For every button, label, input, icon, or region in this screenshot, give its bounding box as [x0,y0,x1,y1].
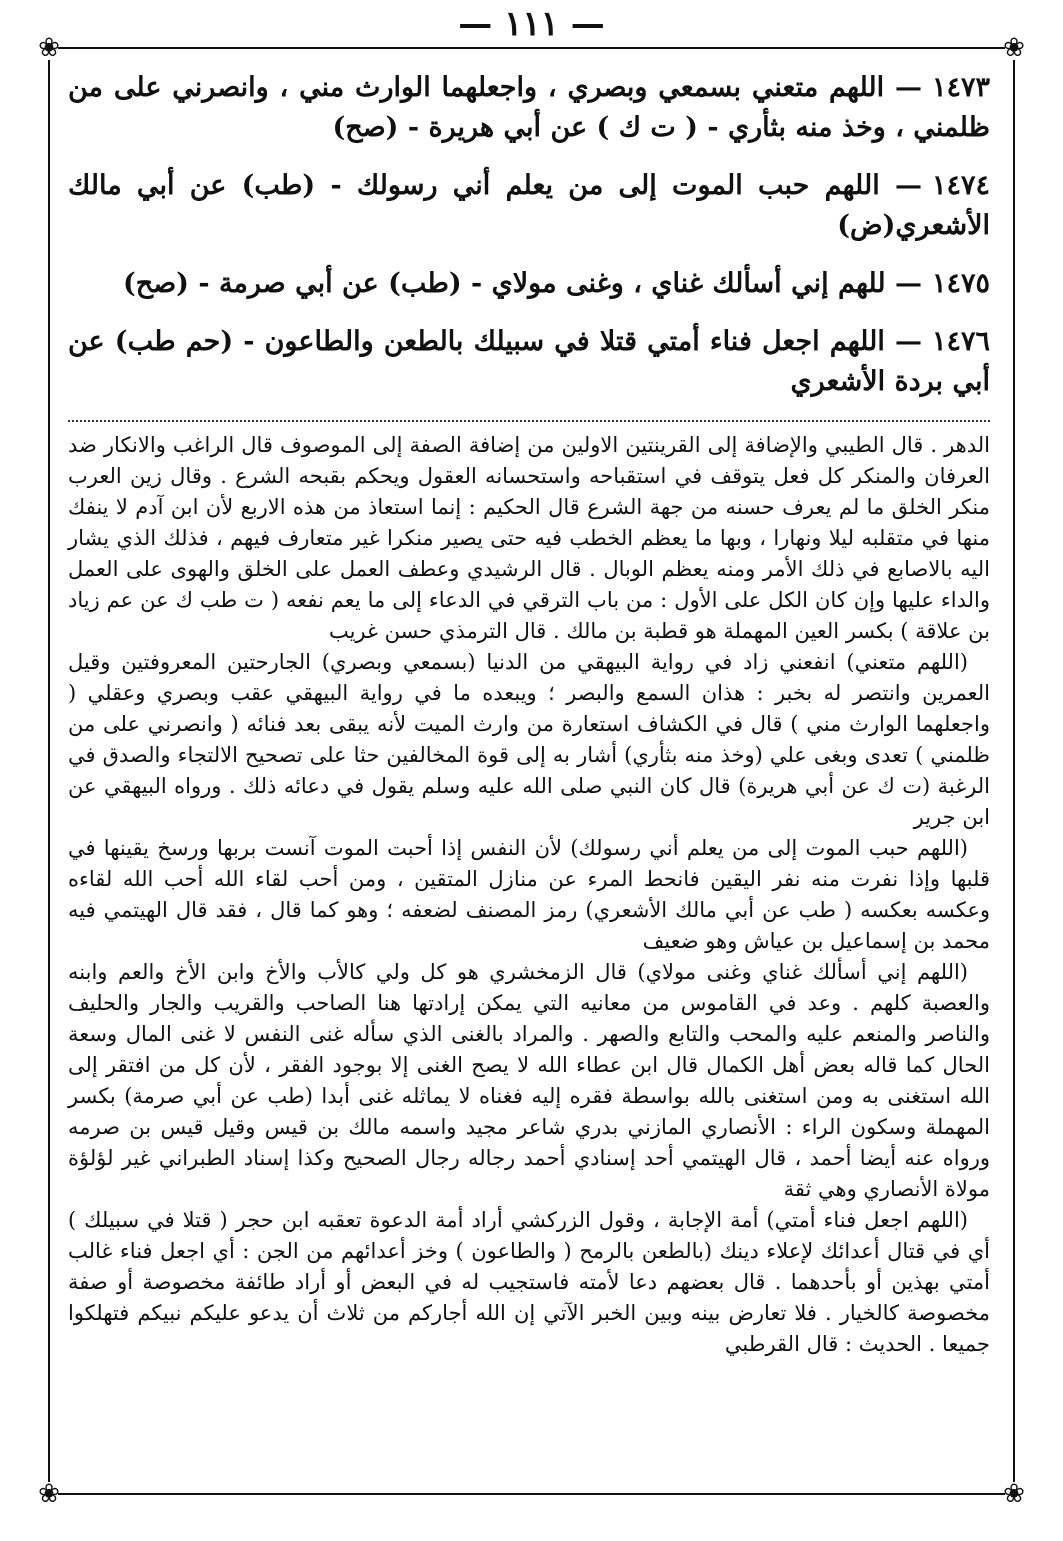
commentary-paragraph: (اللهم حبب الموت إلى من يعلم أني رسولك) لأن النفس إذا أحبت الموت آنست بربها ورسخ يقينها في قلبها وإذا نفرت منه نفر اليقين فانحط المرء عن منازل المتقين ، ومن أحب لقاء الله أحب الله لقاءه وعكسه بعكسه ( طب عن أبي مالك الأشعري) رمز المصنف لضعفه ؛ وهو كما قال ، فقد قال الهيتمي فيه محمد بن إسماعيل بن عياش وهو ضعيف [68,836,990,953]
dotted-divider [68,420,990,422]
commentary-paragraph: (اللهم إني أسألك غناي وغنى مولاي) قال الزمخشري هو كل ولي كالأب والأخ وابن الأخ والعم وابنه والعصبة كلهم . وعد في القاموس من معانيه التي يمكن إرادتها هنا الصاحب والقريب والجار والحليف والناصر والمنعم عليه والمحب والتابع والصهر . والمراد بالغنى الذي سأله غنى النفس لا غنى المال وسعة الحال كما قاله بعض أهل الكمال قال ابن عطاء الله لا يصح الغنى إلا بوجود الفقر ، لأن كل من افتقر إلى الله استغنى به ومن استغنى بالله بواسطة فقره إليه فغناه لا يماثله غنى أبدا (طب عن أبي صرمة) بكسر المهملة وسكون الراء : الأنصاري المازني بدري شاعر مجيد واسمه مالك بن قيس وقيل قيس بن صرمه ورواه عنه أيضا أحمد ، قال الهيتمي أحد إسنادي أحمد رجاله رجال الصحيح وكذا إسناد الطبراني غير لؤلؤة مولاة الأنصاري وهي ثقة [68,960,990,1201]
frame-top-rule [58,47,1005,49]
flower-ornament-icon: ❀ [1003,33,1025,63]
hadith-number: ١٤٧٦ [931,326,990,357]
commentary-paragraph: (اللهم متعني) انفعني زاد في رواية البيهقي من الدنيا (بسمعي وبصري) الجارحتين المعروفتين وقيل العمرين وانتصر له بخبر : هذان السمع والبصر ؛ ويبعده ما في رواية البيهقي عقب وبصري وعقلي ( واجعلهما الوارث مني ) قال في الكشاف استعارة من وارث الميت لأنه يبقى بعد فنائه ( وانصرني على من ظلمني ) تعدى وبغى علي (وخذ منه بثأري) أشار به إلى قوة المخالفين حثا على تصحيح الالتجاء والصدق في الرغبة (ت ك عن أبي هريرة) قال كان النبي صلى الله عليه وسلم يقول في دعائه ذلك . ورواه البيهقي عن ابن جرير [68,650,990,829]
hadith-entry [68,68,990,148]
hadith-entry [68,264,990,304]
flower-ornament-icon: ❀ [38,33,60,63]
frame-bottom-rule [58,1493,1005,1495]
hadith-text: — اللهم حبب الموت إلى من يعلم أني رسولك - (طب) عن أبي مالك الأشعري(ض) [68,170,990,241]
hadith-entry [68,166,990,246]
flower-ornament-icon: ❀ [38,1479,60,1509]
hadith-text: — اللهم متعني بسمعي وبصري ، واجعلهما الوارث مني ، وانصرني على من ظلمني ، وخذ منه بثأري - ( ت ك ) عن أبي هريرة - (صح) [68,72,990,143]
hadith-number: ١٤٧٣ [931,72,990,103]
hadith-entry [68,322,990,402]
flower-ornament-icon: ❀ [1003,1479,1025,1509]
page-content [68,68,990,1360]
frame-left-rule [48,60,50,1482]
frame-right-rule [1013,60,1015,1482]
commentary-paragraph: الدهر . قال الطيبي والإضافة إلى القرينتين الاولين من إضافة الصفة إلى الموصوف قال الراغب والانكار ضد العرفان والمنكر كل فعل يتوقف في استقباحه واستحسانه العقول ويحكم بقبحه الشرع . وقال زين العرب منكر الخلق ما لم يعرف حسنه من جهة الشرع قال الحكيم : إنما استعاذ من هذه الاربع لأن ابن آدم لا ينفك منها في متقلبه ليلا ونهارا ، وبها ما يعظم الخطب فيه حتى يصير منكرا غير متعارف فيهم ، فذلك الذي يشار اليه بالاصابع في ذلك الأمر ومنه يعظم الوبال . قال الرشيدي وعطف العمل على الخلق والهوى على العمل والداء عليها وإن كان الكل على الأول : من باب الترقي في الدعاء إلى ما يعم نفعه ( ت طب ك عن عم زياد بن علاقة ) بكسر العين المهملة هو قطبة بن مالك . قال الترمذي حسن غريب [68,433,990,643]
page-number: — ١١١ — [458,4,605,44]
hadith-text: — للهم إني أسألك غناي ، وغنى مولاي - (طب) عن أبي صرمة - (صح) [123,268,922,299]
commentary-paragraph: (اللهم اجعل فناء أمتي) أمة الإجابة ، وقول الزركشي أراد أمة الدعوة تعقبه ابن حجر ( قتلا في سبيلك ) أي في قتال أعدائك لإعلاء دينك (بالطعن بالرمح ( والطاعون ) وخز أعدائهم من الجن : أي اجعل فناء غالب أمتي بهذين أو بأحدهما . قال بعضهم دعا لأمته فاستجيب له في البعض أو أراد طائفة مخصوصة أو صفة مخصوصة كالخيار . فلا تعارض بينه وبين الخبر الآتي إن الله أجاركم من ثلاث أن يدعو عليكم نبيكم فتهلكوا جميعا . الحديث : قال القرطبي [68,1208,990,1356]
hadith-number: ١٤٧٤ [931,170,990,201]
hadith-text: — اللهم اجعل فناء أمتي قتلا في سبيلك بالطعن والطاعون - (حم طب) عن أبي بردة الأشعري [68,326,990,397]
hadith-number: ١٤٧٥ [931,268,990,299]
